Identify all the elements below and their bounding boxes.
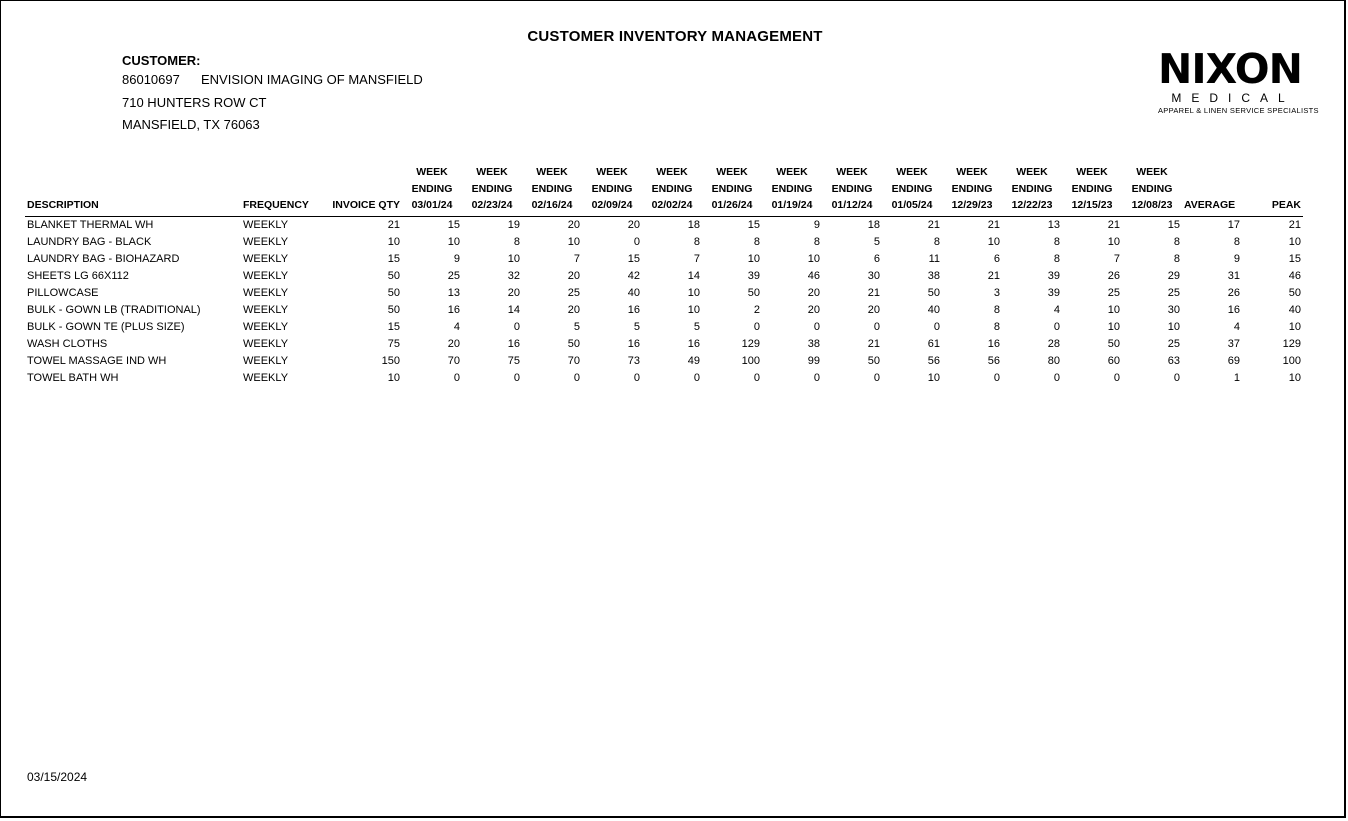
cell-week-qty: 0: [813, 320, 820, 333]
cell-frequency: WEEKLY: [243, 252, 289, 265]
cell-week-qty: 9: [813, 218, 820, 231]
cell-week-qty: 0: [693, 371, 700, 384]
header-week-date: 02/09/24: [591, 199, 633, 211]
header-week-date: 01/12/24: [831, 199, 873, 211]
header-week-label: WEEK: [896, 166, 928, 178]
header-week-label: WEEK: [776, 166, 808, 178]
cell-week-qty: 129: [741, 337, 760, 350]
cell-week-qty: 5: [873, 235, 880, 248]
cell-frequency: WEEKLY: [243, 235, 289, 248]
header-week-ending: [702, 164, 762, 216]
cell-week-qty: 16: [627, 337, 640, 350]
cell-week-qty: 21: [1107, 218, 1120, 231]
cell-week-qty: 0: [813, 371, 820, 384]
cell-week-qty: 15: [447, 218, 460, 231]
cell-average: 17: [1227, 218, 1240, 231]
cell-week-qty: 10: [567, 235, 580, 248]
cell-week-qty: 18: [867, 218, 880, 231]
cell-week-qty: 5: [693, 320, 700, 333]
header-week-ending: [1062, 164, 1122, 216]
header-week-label: WEEK: [476, 166, 508, 178]
table-row: [25, 336, 1303, 353]
cell-week-qty: 25: [447, 269, 460, 282]
cell-week-qty: 13: [447, 286, 460, 299]
table-row: [25, 302, 1303, 319]
cell-description: WASH CLOTHS: [27, 337, 108, 350]
cell-week-qty: 14: [507, 303, 520, 316]
cell-week-qty: 20: [627, 218, 640, 231]
header-week-date: 01/26/24: [711, 199, 753, 211]
cell-frequency: WEEKLY: [243, 218, 289, 231]
cell-average: 4: [1233, 320, 1240, 333]
cell-week-qty: 40: [927, 303, 940, 316]
cell-week-qty: 10: [1107, 303, 1120, 316]
cell-week-qty: 30: [867, 269, 880, 282]
header-ending-label: ENDING: [591, 182, 633, 195]
cell-peak: 40: [1288, 303, 1301, 316]
cell-average: 1: [1233, 371, 1240, 384]
cell-week-qty: 10: [927, 371, 940, 384]
cell-week-qty: 14: [687, 269, 700, 282]
cell-week-qty: 13: [1047, 218, 1060, 231]
header-ending-label: ENDING: [831, 182, 873, 195]
cell-week-qty: 50: [1107, 337, 1120, 350]
cell-week-qty: 10: [747, 252, 760, 265]
header-week-ending: [882, 164, 942, 216]
cell-frequency: WEEKLY: [243, 269, 289, 282]
cell-description: SHEETS LG 66X112: [27, 269, 129, 282]
header-average: AVERAGE: [1182, 164, 1242, 216]
cell-week-qty: 8: [693, 235, 700, 248]
header-ending-label: ENDING: [651, 182, 693, 195]
cell-week-qty: 29: [1167, 269, 1180, 282]
table-row: [25, 319, 1303, 336]
cell-week-qty: 16: [447, 303, 460, 316]
cell-week-qty: 8: [1053, 235, 1060, 248]
cell-peak: 10: [1288, 371, 1301, 384]
cell-week-qty: 16: [507, 337, 520, 350]
header-peak: PEAK: [1242, 164, 1303, 216]
header-ending-label: ENDING: [531, 182, 573, 195]
cell-week-qty: 75: [507, 354, 520, 367]
customer-number: 86010697: [122, 72, 180, 87]
cell-week-qty: 63: [1167, 354, 1180, 367]
cell-week-qty: 0: [1053, 371, 1060, 384]
cell-peak: 10: [1288, 320, 1301, 333]
cell-week-qty: 20: [567, 269, 580, 282]
cell-week-qty: 0: [513, 320, 520, 333]
cell-average: 9: [1233, 252, 1240, 265]
header-week-ending: [582, 164, 642, 216]
header-ending-label: ENDING: [471, 182, 513, 195]
cell-week-qty: 10: [507, 252, 520, 265]
cell-week-qty: 10: [687, 286, 700, 299]
cell-week-qty: 0: [513, 371, 520, 384]
cell-frequency: WEEKLY: [243, 371, 289, 384]
cell-week-qty: 9: [453, 252, 460, 265]
report-title: CUSTOMER INVENTORY MANAGEMENT: [527, 28, 823, 45]
cell-week-qty: 0: [1173, 371, 1180, 384]
cell-frequency: WEEKLY: [243, 337, 289, 350]
cell-average: 26: [1227, 286, 1240, 299]
cell-week-qty: 0: [753, 320, 760, 333]
cell-week-qty: 21: [987, 218, 1000, 231]
cell-week-qty: 5: [633, 320, 640, 333]
cell-average: 37: [1227, 337, 1240, 350]
cell-peak: 10: [1288, 235, 1301, 248]
cell-week-qty: 18: [687, 218, 700, 231]
customer-label: CUSTOMER:: [122, 53, 201, 68]
header-week-ending: [402, 164, 462, 216]
cell-peak: 15: [1288, 252, 1301, 265]
inventory-table: [25, 164, 1303, 387]
header-week-label: WEEK: [656, 166, 688, 178]
cell-week-qty: 70: [567, 354, 580, 367]
cell-week-qty: 0: [1053, 320, 1060, 333]
cell-week-qty: 8: [993, 303, 1000, 316]
cell-week-qty: 50: [927, 286, 940, 299]
cell-peak: 21: [1288, 218, 1301, 231]
cell-week-qty: 16: [987, 337, 1000, 350]
header-week-label: WEEK: [536, 166, 568, 178]
customer-name: ENVISION IMAGING OF MANSFIELD: [201, 72, 423, 87]
cell-week-qty: 40: [627, 286, 640, 299]
cell-description: PILLOWCASE: [27, 286, 99, 299]
header-ending-label: ENDING: [951, 182, 993, 195]
cell-frequency: WEEKLY: [243, 303, 289, 316]
cell-week-qty: 0: [933, 320, 940, 333]
header-week-label: WEEK: [956, 166, 988, 178]
cell-week-qty: 20: [807, 303, 820, 316]
header-ending-label: ENDING: [1071, 182, 1113, 195]
cell-week-qty: 99: [807, 354, 820, 367]
header-week-ending: [1122, 164, 1182, 216]
table-row: [25, 370, 1303, 387]
cell-week-qty: 4: [1053, 303, 1060, 316]
cell-week-qty: 8: [1173, 252, 1180, 265]
cell-week-qty: 56: [927, 354, 940, 367]
cell-week-qty: 4: [453, 320, 460, 333]
cell-invoice-qty: 15: [387, 252, 400, 265]
cell-week-qty: 0: [633, 235, 640, 248]
cell-week-qty: 0: [873, 320, 880, 333]
cell-week-qty: 2: [753, 303, 760, 316]
cell-week-qty: 8: [1053, 252, 1060, 265]
cell-week-qty: 0: [1113, 371, 1120, 384]
cell-week-qty: 8: [933, 235, 940, 248]
header-week-label: WEEK: [1076, 166, 1108, 178]
cell-week-qty: 20: [447, 337, 460, 350]
cell-week-qty: 0: [753, 371, 760, 384]
cell-average: 8: [1233, 235, 1240, 248]
table-row: [25, 251, 1303, 268]
header-frequency: FREQUENCY: [241, 164, 323, 216]
cell-week-qty: 50: [567, 337, 580, 350]
cell-week-qty: 16: [627, 303, 640, 316]
header-invoice-qty: INVOICE QTY: [323, 164, 402, 216]
cell-week-qty: 16: [687, 337, 700, 350]
header-ending-label: ENDING: [1011, 182, 1053, 195]
cell-invoice-qty: 15: [387, 320, 400, 333]
cell-week-qty: 10: [1107, 320, 1120, 333]
header-week-date: 12/15/23: [1071, 199, 1113, 211]
header-week-ending: [822, 164, 882, 216]
header-ending-label: ENDING: [411, 182, 453, 195]
cell-week-qty: 70: [447, 354, 460, 367]
cell-week-qty: 7: [1113, 252, 1120, 265]
cell-week-qty: 39: [747, 269, 760, 282]
cell-week-qty: 8: [813, 235, 820, 248]
cell-week-qty: 0: [993, 371, 1000, 384]
cell-week-qty: 6: [873, 252, 880, 265]
table-row: [25, 353, 1303, 370]
customer-address: 710 HUNTERS ROW CT: [122, 95, 267, 110]
cell-description: LAUNDRY BAG - BLACK: [27, 235, 152, 248]
cell-week-qty: 8: [513, 235, 520, 248]
cell-description: LAUNDRY BAG - BIOHAZARD: [27, 252, 180, 265]
cell-week-qty: 20: [867, 303, 880, 316]
cell-description: TOWEL BATH WH: [27, 371, 119, 384]
cell-week-qty: 25: [1167, 286, 1180, 299]
table-row: [25, 285, 1303, 302]
header-ending-label: ENDING: [891, 182, 933, 195]
cell-average: 31: [1227, 269, 1240, 282]
header-week-date: 01/19/24: [771, 199, 813, 211]
cell-week-qty: 25: [1107, 286, 1120, 299]
cell-invoice-qty: 21: [387, 218, 400, 231]
logo-subtitle: MEDICAL: [1171, 91, 1295, 105]
table-row: [25, 268, 1303, 285]
cell-week-qty: 100: [741, 354, 760, 367]
cell-week-qty: 61: [927, 337, 940, 350]
cell-week-qty: 8: [1173, 235, 1180, 248]
header-week-label: WEEK: [1016, 166, 1048, 178]
cell-frequency: WEEKLY: [243, 354, 289, 367]
cell-peak: 46: [1288, 269, 1301, 282]
nixon-medical-logo: [1158, 45, 1319, 115]
cell-week-qty: 5: [573, 320, 580, 333]
cell-description: BULK - GOWN TE (PLUS SIZE): [27, 320, 185, 333]
cell-week-qty: 10: [987, 235, 1000, 248]
header-ending-label: ENDING: [1131, 182, 1173, 195]
cell-week-qty: 21: [867, 337, 880, 350]
header-week-date: 01/05/24: [891, 199, 933, 211]
header-week-ending: [462, 164, 522, 216]
cell-invoice-qty: 50: [387, 269, 400, 282]
customer-city-line: MANSFIELD, TX 76063: [122, 117, 260, 132]
header-ending-label: ENDING: [711, 182, 753, 195]
cell-week-qty: 21: [987, 269, 1000, 282]
cell-average: 16: [1227, 303, 1240, 316]
cell-week-qty: 10: [1107, 235, 1120, 248]
cell-week-qty: 20: [807, 286, 820, 299]
cell-week-qty: 20: [567, 303, 580, 316]
cell-week-qty: 8: [753, 235, 760, 248]
cell-description: BULK - GOWN LB (TRADITIONAL): [27, 303, 201, 316]
cell-week-qty: 15: [1167, 218, 1180, 231]
cell-week-qty: 0: [573, 371, 580, 384]
cell-invoice-qty: 75: [387, 337, 400, 350]
cell-week-qty: 50: [747, 286, 760, 299]
cell-week-qty: 10: [807, 252, 820, 265]
cell-week-qty: 46: [807, 269, 820, 282]
cell-frequency: WEEKLY: [243, 286, 289, 299]
report-date: 03/15/2024: [27, 770, 88, 784]
cell-week-qty: 73: [627, 354, 640, 367]
header-week-label: WEEK: [416, 166, 448, 178]
cell-week-qty: 26: [1107, 269, 1120, 282]
cell-invoice-qty: 50: [387, 286, 400, 299]
cell-week-qty: 15: [627, 252, 640, 265]
cell-week-qty: 21: [927, 218, 940, 231]
logo-tagline: APPAREL & LINEN SERVICE SPECIALISTS: [1158, 106, 1319, 115]
cell-week-qty: 20: [507, 286, 520, 299]
header-week-ending: [642, 164, 702, 216]
cell-week-qty: 0: [873, 371, 880, 384]
cell-invoice-qty: 150: [381, 354, 400, 367]
cell-week-qty: 32: [507, 269, 520, 282]
header-week-date: 12/29/23: [951, 199, 993, 211]
cell-invoice-qty: 50: [387, 303, 400, 316]
cell-average: 69: [1227, 354, 1240, 367]
header-week-label: WEEK: [716, 166, 748, 178]
cell-week-qty: 39: [1047, 286, 1060, 299]
header-week-ending: [1002, 164, 1062, 216]
cell-week-qty: 30: [1167, 303, 1180, 316]
header-week-date: 02/23/24: [471, 199, 513, 211]
cell-week-qty: 21: [867, 286, 880, 299]
table-header-row: [25, 164, 1303, 216]
cell-week-qty: 80: [1047, 354, 1060, 367]
cell-week-qty: 8: [993, 320, 1000, 333]
cell-week-qty: 60: [1107, 354, 1120, 367]
cell-week-qty: 28: [1047, 337, 1060, 350]
cell-week-qty: 10: [1167, 320, 1180, 333]
cell-week-qty: 7: [573, 252, 580, 265]
cell-description: TOWEL MASSAGE IND WH: [27, 354, 167, 367]
logo-name: NIXON: [1158, 45, 1302, 93]
cell-week-qty: 11: [928, 252, 940, 265]
table-row: [25, 216, 1303, 234]
header-week-date: 02/02/24: [651, 199, 693, 211]
cell-frequency: WEEKLY: [243, 320, 289, 333]
cell-week-qty: 50: [867, 354, 880, 367]
cell-week-qty: 42: [627, 269, 640, 282]
cell-invoice-qty: 10: [387, 371, 400, 384]
header-week-date: 12/08/23: [1131, 199, 1173, 211]
header-week-ending: [762, 164, 822, 216]
cell-week-qty: 3: [993, 286, 1000, 299]
cell-week-qty: 25: [1167, 337, 1180, 350]
cell-description: BLANKET THERMAL WH: [27, 218, 154, 231]
cell-week-qty: 49: [687, 354, 700, 367]
cell-week-qty: 6: [993, 252, 1000, 265]
cell-peak: 129: [1282, 337, 1301, 350]
header-week-date: 03/01/24: [411, 199, 453, 211]
cell-week-qty: 0: [633, 371, 640, 384]
cell-week-qty: 10: [687, 303, 700, 316]
table-row: [25, 234, 1303, 251]
header-week-date: 02/16/24: [531, 199, 573, 211]
cell-invoice-qty: 10: [387, 235, 400, 248]
cell-week-qty: 19: [507, 218, 520, 231]
header-week-label: WEEK: [1136, 166, 1168, 178]
header-ending-label: ENDING: [771, 182, 813, 195]
cell-week-qty: 25: [567, 286, 580, 299]
header-description: DESCRIPTION: [25, 164, 241, 216]
cell-week-qty: 39: [1047, 269, 1060, 282]
customer-id-line: [122, 72, 423, 87]
cell-week-qty: 7: [693, 252, 700, 265]
header-week-label: WEEK: [596, 166, 628, 178]
header-week-date: 12/22/23: [1011, 199, 1053, 211]
cell-peak: 100: [1282, 354, 1301, 367]
cell-peak: 50: [1288, 286, 1301, 299]
cell-week-qty: 10: [447, 235, 460, 248]
cell-week-qty: 15: [747, 218, 760, 231]
cell-week-qty: 38: [927, 269, 940, 282]
table-body: [25, 216, 1303, 387]
header-week-ending: [942, 164, 1002, 216]
cell-week-qty: 38: [807, 337, 820, 350]
cell-week-qty: 20: [567, 218, 580, 231]
header-week-label: WEEK: [836, 166, 868, 178]
cell-week-qty: 0: [453, 371, 460, 384]
header-week-ending: [522, 164, 582, 216]
cell-week-qty: 56: [987, 354, 1000, 367]
